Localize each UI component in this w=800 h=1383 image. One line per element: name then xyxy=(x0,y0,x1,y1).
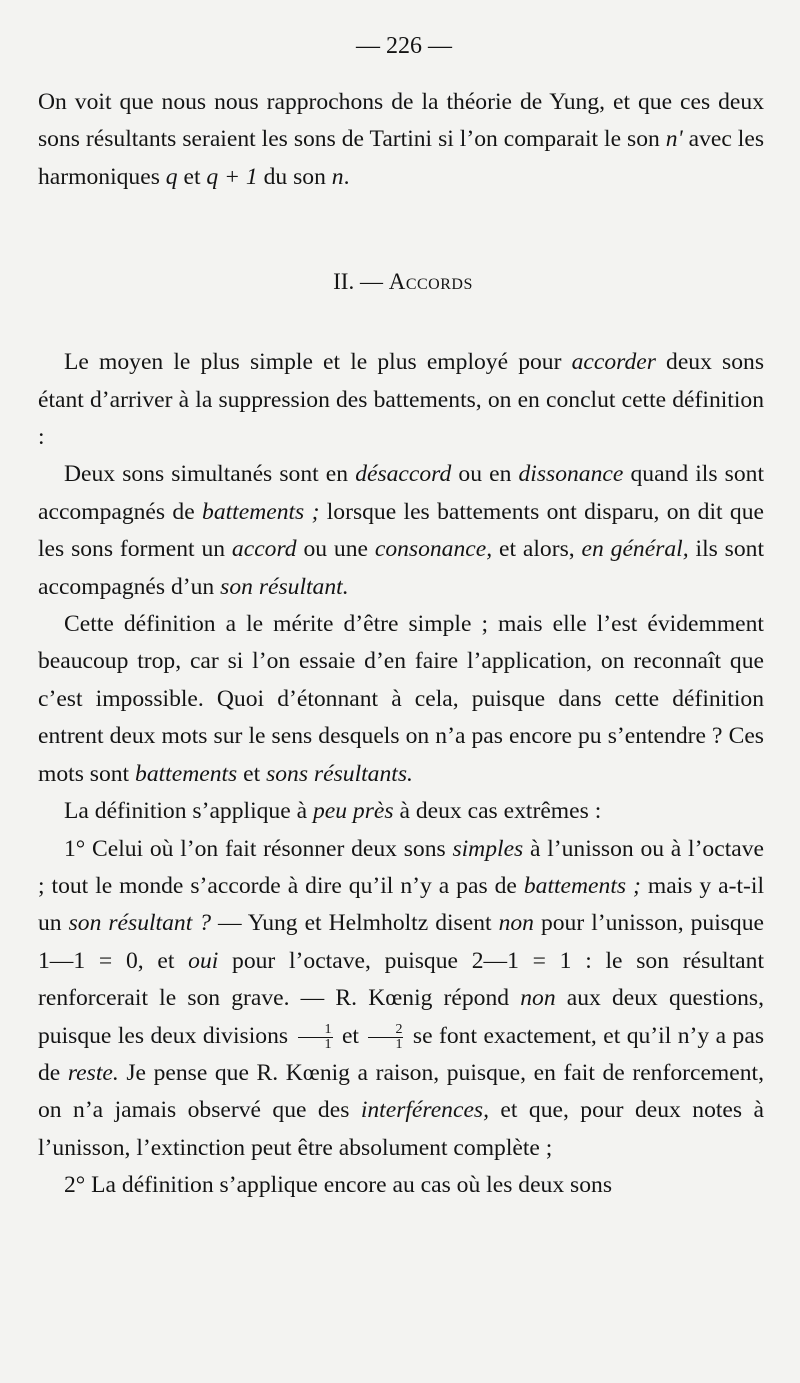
section-heading: II. — Accords xyxy=(333,269,473,295)
fraction-one-over-one: $\frac{1}{1}$ xyxy=(298,1023,333,1052)
page-number: — 226 — xyxy=(356,33,452,59)
paragraph-4: La définition s’applique à peu près à deux cas extrêmes : xyxy=(64,798,602,825)
section-title: Accords xyxy=(388,269,473,295)
paragraph-2: Deux sons simultanés sont en désaccord ou en dissonance quand ils sont accompagnés de battements ; lorsque les battements ont disparu, on dit que les sons forment un accord ou une consonance, et alors, en général, ils sont accompagnés d’un son résultant. xyxy=(38,461,765,600)
paragraph-1: Le moyen le plus simple et le plus employé pour accorder deux sons étant d’arriver à la suppression des battements, on en conclut cette définition : xyxy=(38,349,764,451)
paragraph-3: Cette définition a le mérite d’être simple ; mais elle l’est évidemment beaucoup trop, car si l’on essaie d’en faire l’application, on reconnaît que c’est impossible. Quoi d’étonnant à cela, puisque dans cette définition entrent deux mots sur le sens desquels on n’a pas encore pu s’entendre ? Ces mots sont battements et sons résultants. xyxy=(38,611,764,787)
paragraph-6: 2° La définition s’applique encore au cas où les deux sons xyxy=(64,1172,613,1199)
paragraph-5: 1° Celui où l’on fait résonner deux sons simples à l’unisson ou à l’octave ; tout le monde s’accorde à dire qu’il n’y a pas de battements ; mais y a-t-il un son résultant ? — Yung et Helmholtz disent non pour l’unisson, puisque 1—1 = 0, et oui pour l’octave, puisque 2—1 = 1 : le son résultant renforcerait le son grave. — R. Kœnig répond non aux deux questions, puisque les deux divisions $\frac{1}{1}$ et $\frac{2}{1}$ se font exactement, et qu’il n’y a pas de reste. Je pense que R. Kœnig a raison, puisque, en fait de renforcement, on n’a jamais observé que des interférences, et que, pour deux notes à l’unisson, l’extinction peut être absolument complète ; xyxy=(38,835,765,1161)
fraction-two-over-one: $\frac{2}{1}$ xyxy=(368,1023,403,1052)
intro-paragraph: On voit que nous nous rapprochons de la théorie de Yung, et que ces deux sons résultants seraient les sons de Tartini si l’on comparait le son n' avec les harmoniques q et q + 1 du son n. xyxy=(38,89,764,190)
